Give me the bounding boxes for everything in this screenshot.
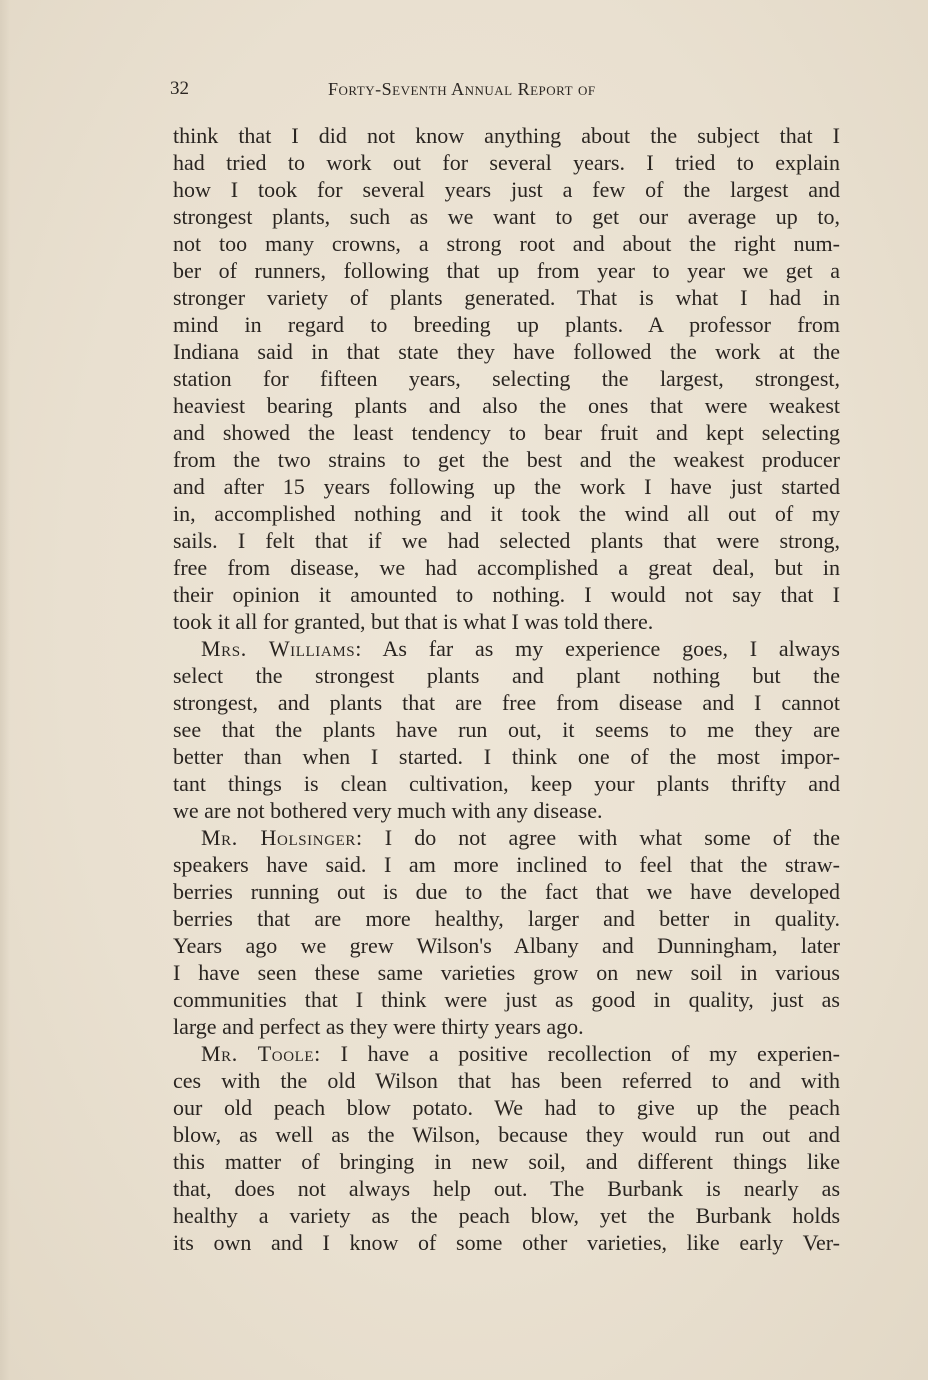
- speaker-name: Mr. Toole:: [201, 1041, 321, 1066]
- text-line: Indiana said in that state they have followed the work at the: [173, 339, 840, 364]
- text-line: we are not bothered very much with any disease.: [173, 798, 603, 823]
- text-line: sails. I felt that if we had selected plants that were strong,: [173, 528, 840, 553]
- text-line: station for fifteen years, selecting the largest, strongest,: [173, 366, 840, 391]
- text-segment: I have a positive recollection of my experien-: [340, 1041, 840, 1066]
- text-line: our old peach blow potato. We had to give up the peach: [173, 1095, 840, 1120]
- text-line: communities that I think were just as good in quality, just as: [173, 987, 840, 1012]
- text-line: not too many crowns, a strong root and about the right num-: [173, 231, 840, 256]
- text-line: from the two strains to get the best and the weakest producer: [173, 447, 840, 472]
- paragraph-mr-holsinger: [173, 824, 840, 1040]
- speaker-line: [173, 824, 840, 851]
- paragraph-continuation: [173, 122, 840, 635]
- text-line: its own and I know of some other varieties, like early Ver-: [173, 1230, 840, 1255]
- text-line: free from disease, we had accomplished a great deal, but in: [173, 555, 840, 580]
- speaker-name: Mrs. Williams:: [201, 636, 362, 661]
- text-line: berries running out is due to the fact that we have developed: [173, 879, 840, 904]
- text-line: think that I did not know anything about the subject that I: [173, 123, 840, 148]
- text-line: see that the plants have run out, it seems to me they are: [173, 717, 840, 742]
- text-line: how I took for several years just a few of the largest and: [173, 177, 840, 202]
- text-line: tant things is clean cultivation, keep your plants thrifty and: [173, 771, 840, 796]
- text-line: better than when I started. I think one of the most impor-: [173, 744, 840, 769]
- running-title: Forty-Seventh Annual Report of: [328, 79, 596, 99]
- paragraph-mr-toole: [173, 1040, 840, 1256]
- page-header: [170, 78, 840, 102]
- text-line: I have seen these same varieties grow on new soil in various: [173, 960, 840, 985]
- text-line: berries that are more healthy, larger and better in quality.: [173, 906, 840, 931]
- text-line: and after 15 years following up the work I have just started: [173, 474, 840, 499]
- text-line: and showed the least tendency to bear fruit and kept selecting: [173, 420, 840, 445]
- text-line: had tried to work out for several years. I tried to explain: [173, 150, 840, 175]
- text-line: select the strongest plants and plant nothing but the: [173, 663, 840, 688]
- text-line: ber of runners, following that up from year to year we get a: [173, 258, 840, 283]
- text-line: strongest, and plants that are free from disease and I cannot: [173, 690, 840, 715]
- text-line: mind in regard to breeding up plants. A professor from: [173, 312, 840, 337]
- text-line: took it all for granted, but that is what I was told there.: [173, 609, 654, 634]
- text-line: their opinion it amounted to nothing. I would not say that I: [173, 582, 840, 607]
- text-segment: As far as my experience goes, I always: [382, 636, 840, 661]
- text-line: Years ago we grew Wilson's Albany and Dunningham, later: [173, 933, 840, 958]
- body-text: [173, 122, 840, 1256]
- text-line: healthy a variety as the peach blow, yet the Burbank holds: [173, 1203, 840, 1228]
- text-line: this matter of bringing in new soil, and different things like: [173, 1149, 840, 1174]
- text-line: ces with the old Wilson that has been referred to and with: [173, 1068, 840, 1093]
- text-line: in, accomplished nothing and it took the wind all out of my: [173, 501, 840, 526]
- speaker-line: [173, 1040, 840, 1067]
- text-line: blow, as well as the Wilson, because they would run out and: [173, 1122, 840, 1147]
- text-line: large and perfect as they were thirty years ago.: [173, 1014, 584, 1039]
- page-number: 32: [170, 78, 189, 99]
- text-line: that, does not always help out. The Burbank is nearly as: [173, 1176, 840, 1201]
- text-line: strongest plants, such as we want to get our average up to,: [173, 204, 840, 229]
- text-line: speakers have said. I am more inclined to feel that the straw-: [173, 852, 840, 877]
- paragraph-mrs-williams: [173, 635, 840, 824]
- text-line: stronger variety of plants generated. That is what I had in: [173, 285, 840, 310]
- speaker-line: [173, 635, 840, 662]
- page-edge-shadow: [0, 0, 10, 1380]
- speaker-name: Mr. Holsinger:: [201, 825, 363, 850]
- text-segment: I do not agree with what some of the: [384, 825, 840, 850]
- text-line: heaviest bearing plants and also the ones that were weakest: [173, 393, 840, 418]
